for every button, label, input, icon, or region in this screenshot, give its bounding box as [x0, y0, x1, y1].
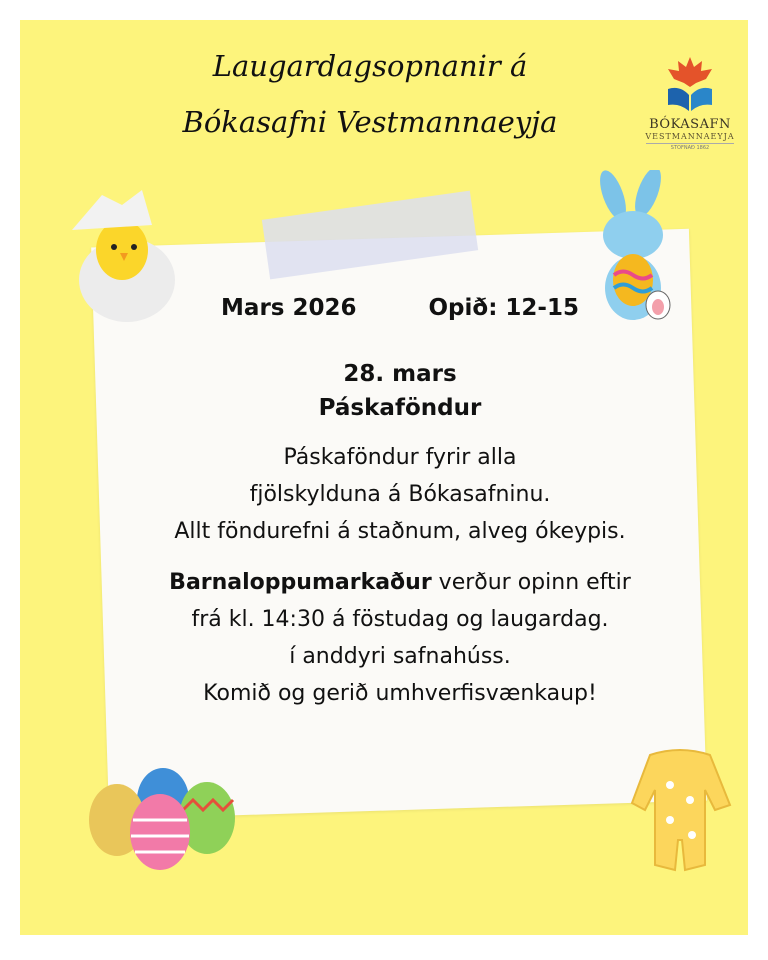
- market-line: verður opinn eftir: [431, 570, 631, 595]
- market-description: [100, 564, 700, 712]
- poster-title: [150, 38, 590, 150]
- event-name: Páskaföndur: [318, 395, 482, 421]
- event-description: [100, 439, 700, 550]
- library-logo: [640, 55, 740, 151]
- logo-name: BÓKASAFN: [649, 117, 731, 132]
- event-date: 28. mars: [343, 361, 457, 387]
- month-label: Mars 2026: [221, 295, 357, 321]
- description-line: fjölskylduna á Bókasafninu.: [249, 482, 551, 507]
- title-line-2: Bókasafni Vestmannaeyja: [182, 105, 558, 139]
- market-name: Barnaloppumarkaður: [169, 570, 432, 595]
- event-content: [100, 295, 700, 712]
- baby-onesie-icon: [630, 745, 735, 880]
- description-line: Páskaföndur fyrir alla: [283, 445, 517, 470]
- logo-subtitle: VESTMANNAEYJA: [645, 132, 735, 141]
- event-heading: [100, 357, 700, 425]
- opening-hours: Opið: 12-15: [428, 295, 579, 321]
- header-row: [100, 295, 700, 321]
- title-line-1: Laugardagsopnanir á: [212, 49, 528, 83]
- market-line: í anddyri safnahúss.: [289, 644, 511, 669]
- logo-established: STOFNAÐ 1862: [646, 143, 734, 151]
- market-line: Komið og gerið umhverfisvænkaup!: [203, 681, 597, 706]
- market-line: frá kl. 14:30 á föstudag og laugardag.: [191, 607, 609, 632]
- easter-eggs-icon: [85, 760, 240, 875]
- description-line: Allt föndurefni á staðnum, alveg ókeypis.: [174, 519, 626, 544]
- logo-book-flame-icon: [660, 55, 720, 113]
